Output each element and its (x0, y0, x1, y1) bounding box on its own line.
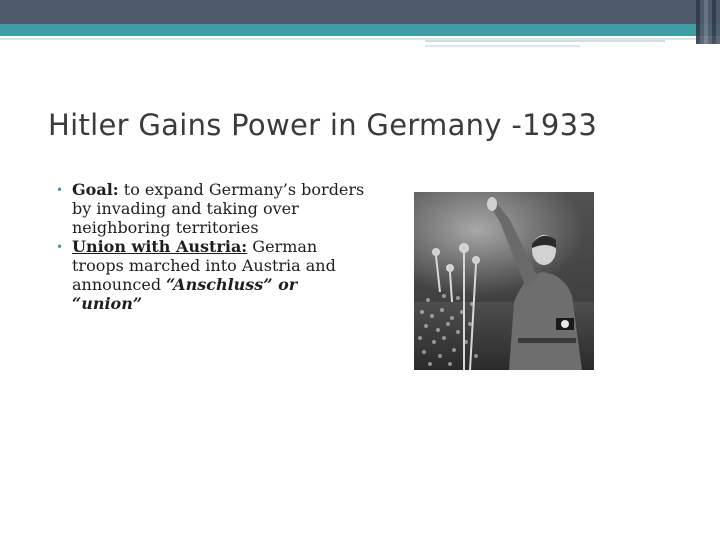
bullet-icon: • (56, 183, 64, 197)
corner-accent (696, 0, 720, 44)
bullet-label: Union with Austria: (72, 237, 248, 256)
bullet-text: to expand Germany’s borders by invading and taking over neighboring territories (72, 180, 365, 237)
bullet-goal (52, 180, 372, 237)
divider-line (425, 45, 580, 47)
bullet-list (52, 180, 372, 313)
rally-photo (414, 192, 594, 370)
bullet-austria (52, 237, 372, 313)
header-bar (0, 0, 720, 24)
bullet-label: Goal: (72, 180, 119, 199)
bullet-icon: • (56, 240, 64, 254)
bullet-text: German troops marched into Austria and announced (72, 237, 336, 294)
slide-title: Hitler Gains Power in Germany -1933 (48, 108, 598, 142)
bullet-emphasis: “Anschluss” or “union” (72, 275, 298, 313)
accent-stripe (0, 24, 720, 36)
divider-line (425, 40, 665, 42)
